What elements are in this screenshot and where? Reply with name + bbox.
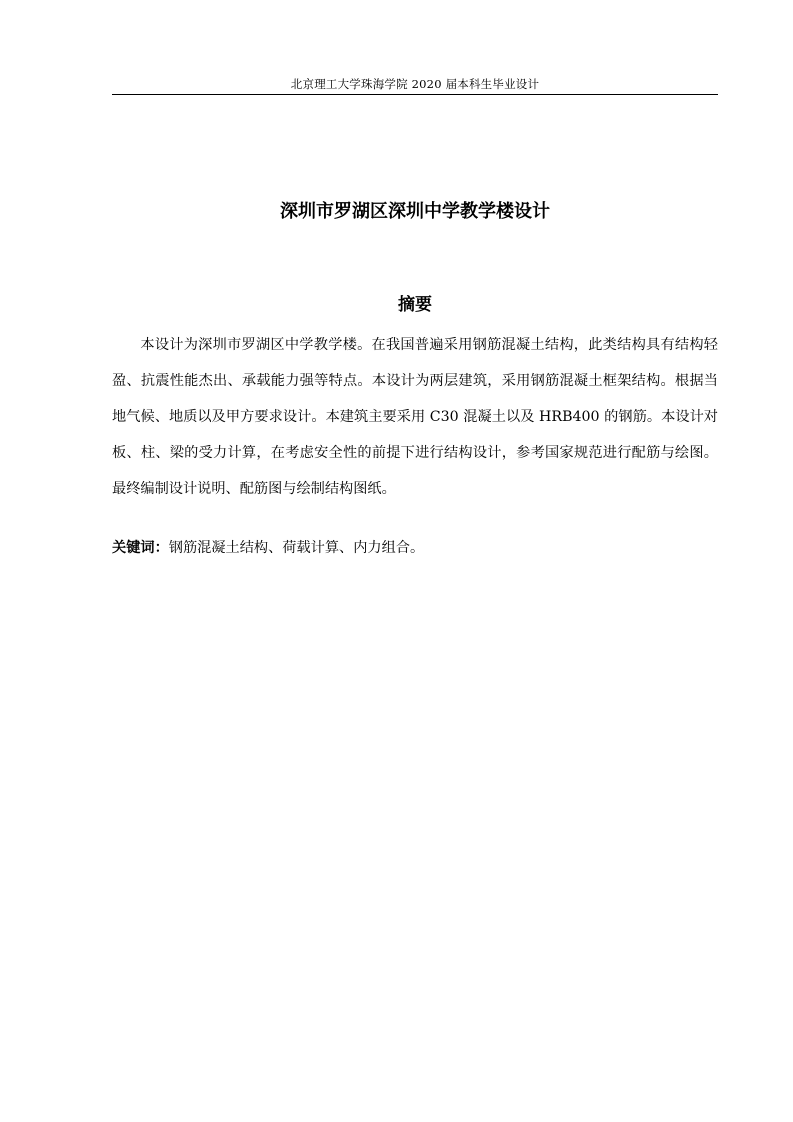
- abstract-heading: 摘要: [398, 295, 432, 315]
- header-divider: [112, 94, 718, 95]
- keywords-value: 钢筋混凝土结构、荷载计算、内力组合。: [168, 540, 425, 556]
- abstract-body: 本设计为深圳市罗湖区中学教学楼。在我国普遍采用钢筋混凝土结构，此类结构具有结构轻盈、抗震性能杰出、承载能力强等特点。本设计为两层建筑，采用钢筋混凝土框架结构。根据当地气候、地质以及甲方要求设计。本建筑主要采用 C30 混凝土以及 HRB400 的钢筋。本设计对板、柱、梁的受力计算，在考虑安全性的前提下进行结构设计，参考国家规范进行配筋与绘图。最终编制设计说明、配筋图与绘制结构图纸。: [112, 337, 718, 497]
- keywords-line: [112, 536, 718, 560]
- page-header: 北京理工大学珠海学院 2020 届本科生毕业设计: [290, 77, 540, 91]
- keywords-label: 关键词：: [112, 540, 169, 556]
- thesis-title: 深圳市罗湖区深圳中学教学楼设计: [280, 201, 550, 222]
